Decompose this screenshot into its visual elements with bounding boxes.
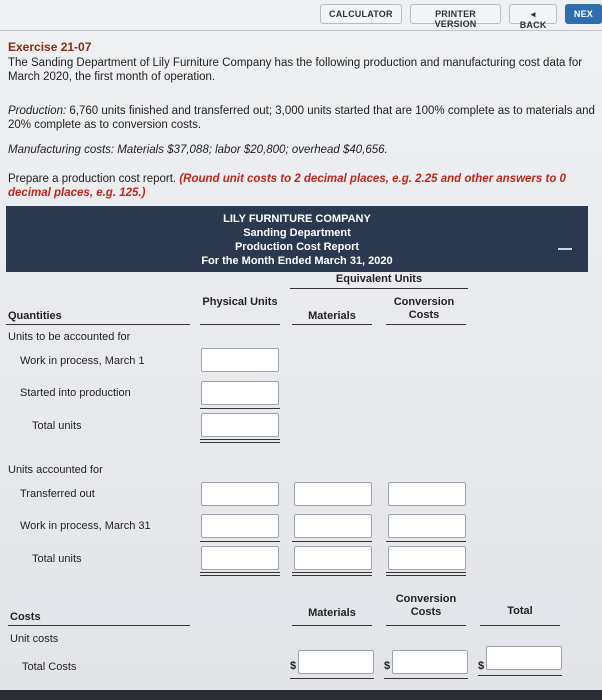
wip-march1-physical-input[interactable] xyxy=(201,348,279,372)
sum-rule xyxy=(292,541,372,542)
cost-rule xyxy=(384,678,468,679)
sum-rule xyxy=(200,541,280,542)
materials-header: Materials xyxy=(308,310,356,322)
report-period: For the Month Ended March 31, 2020 xyxy=(201,255,393,267)
total-cost-header: Total xyxy=(507,605,533,617)
sum-rule xyxy=(386,541,466,542)
wip-march31-conversion-input[interactable] xyxy=(388,514,466,538)
header-rule xyxy=(6,324,190,325)
header-rule xyxy=(200,324,280,325)
total-units-conversion-input[interactable] xyxy=(388,546,466,570)
production-text: 6,760 units finished and transferred out; 3,000 units started that are 100% complete as to materials and 20% complete as to conversion costs. xyxy=(8,105,595,131)
conversion-cost-header: Conversion Costs xyxy=(395,593,457,618)
instruction-note: (Round unit costs to 2 decimal places, e.g. 2.25 and other answers to 0 decimal places, e.g. 125.) xyxy=(8,173,566,199)
equivalent-units-rule xyxy=(290,288,468,289)
transferred-out-conversion-input[interactable] xyxy=(388,482,466,506)
exercise-intro: The Sanding Department of Lily Furniture Company has the following production and manufacturing cost data for March 2020, the first month of operation. xyxy=(8,57,583,83)
materials-cost-header: Materials xyxy=(308,607,356,619)
total-units-label: Total units xyxy=(32,420,82,432)
screen-edge xyxy=(0,690,602,700)
transferred-out-physical-input[interactable] xyxy=(201,482,279,506)
department-name: Sanding Department xyxy=(243,227,351,239)
instruction xyxy=(8,172,598,200)
wip-march31-physical-input[interactable] xyxy=(201,514,279,538)
units-to-be-accounted-label: Units to be accounted for xyxy=(8,331,131,343)
company-name: LILY FURNITURE COMPANY xyxy=(223,213,371,225)
physical-units-header: Physical Units xyxy=(202,296,278,308)
cost-rule xyxy=(478,675,562,676)
double-rule xyxy=(200,572,280,576)
report-header xyxy=(6,206,588,272)
transferred-out-materials-input[interactable] xyxy=(294,482,372,506)
wip-march31-label: Work in process, March 31 xyxy=(20,520,151,532)
exercise-title: Exercise 21-07 xyxy=(8,40,92,54)
cost-rule xyxy=(290,678,374,679)
collapse-icon[interactable] xyxy=(558,248,572,250)
started-physical-input[interactable] xyxy=(201,381,279,405)
unit-cost-materials-input[interactable] xyxy=(298,650,374,674)
total-costs-label: Total Costs xyxy=(22,661,77,673)
manufacturing-text: Materials $37,088; labor $20,800; overhead $40,656. xyxy=(114,144,388,156)
manufacturing-label: Manufacturing costs: xyxy=(8,144,115,156)
production-info xyxy=(8,104,598,132)
manufacturing-info xyxy=(8,143,598,157)
unit-costs-label: Unit costs xyxy=(10,633,59,645)
wip-march1-label: Work in process, March 1 xyxy=(20,355,145,367)
header-rule xyxy=(292,324,372,325)
report-name: Production Cost Report xyxy=(234,241,360,253)
unit-cost-conversion-input[interactable] xyxy=(392,650,468,674)
wip-march31-materials-input[interactable] xyxy=(294,514,372,538)
equivalent-units-header: Equivalent Units xyxy=(335,273,423,285)
production-label: Production: xyxy=(8,105,67,117)
costs-rule xyxy=(8,625,190,626)
total-units-label-2: Total units xyxy=(32,553,82,565)
dollar-sign: $ xyxy=(478,660,485,672)
instruction-text: Prepare a production cost report. xyxy=(8,173,180,185)
costs-rule xyxy=(292,625,372,626)
total-units-physical-input[interactable] xyxy=(201,413,279,437)
transferred-out-label: Transferred out xyxy=(20,488,95,500)
double-rule xyxy=(200,439,280,443)
quantities-label: Quantities xyxy=(8,310,62,322)
toolbar xyxy=(320,4,602,30)
back-button[interactable]: ◂ BACK xyxy=(509,4,557,24)
double-rule xyxy=(386,572,466,576)
calculator-button[interactable]: CALCULATOR xyxy=(320,4,402,24)
dollar-sign: $ xyxy=(384,660,391,672)
printer-version-button[interactable]: PRINTER VERSION xyxy=(410,4,502,24)
sum-rule xyxy=(200,408,280,409)
costs-rule xyxy=(480,625,560,626)
header-rule xyxy=(386,324,466,325)
costs-rule xyxy=(386,625,466,626)
conversion-costs-header: Conversion Costs xyxy=(393,296,455,321)
next-button[interactable]: NEX xyxy=(565,4,602,24)
total-units-physical-input-2[interactable] xyxy=(201,546,279,570)
double-rule xyxy=(292,572,372,576)
divider xyxy=(0,30,602,31)
units-accounted-for-label: Units accounted for xyxy=(8,464,103,476)
unit-cost-total-input[interactable] xyxy=(486,646,562,670)
started-label: Started into production xyxy=(20,387,131,399)
costs-label: Costs xyxy=(10,611,41,623)
dollar-sign: $ xyxy=(290,660,297,672)
total-units-materials-input[interactable] xyxy=(294,546,372,570)
